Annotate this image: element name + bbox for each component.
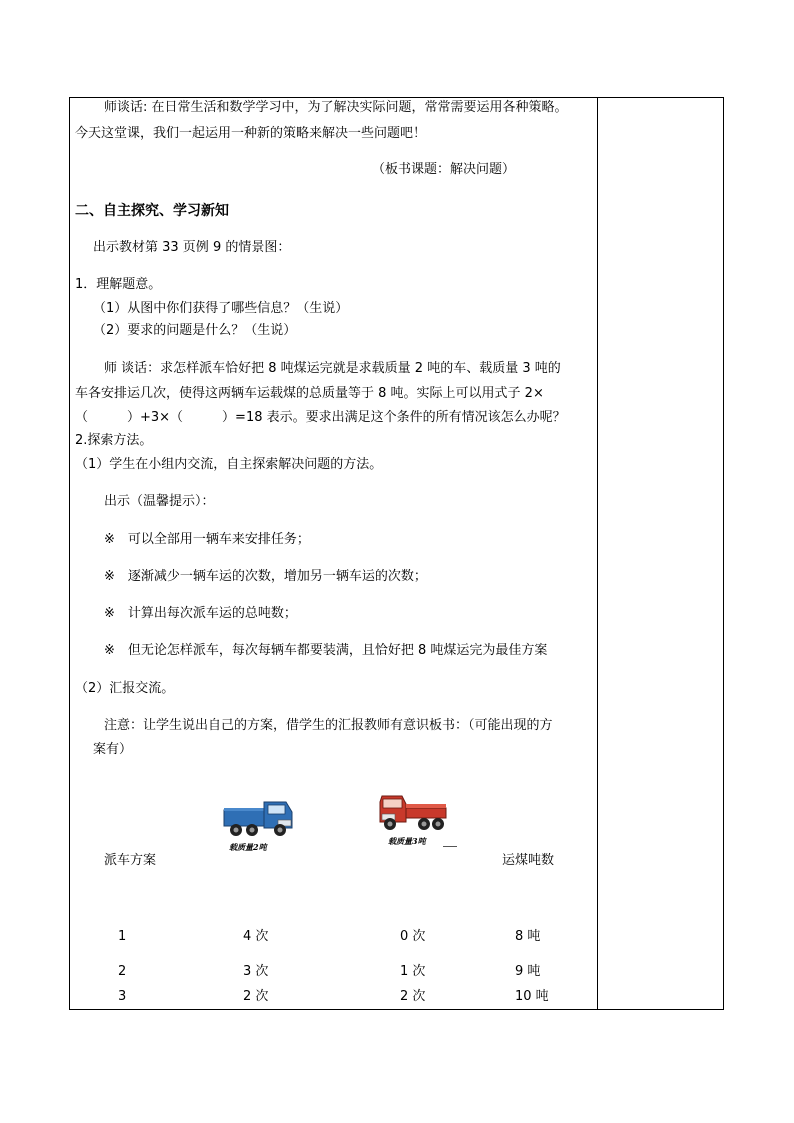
lesson-table-frame [69, 97, 724, 1010]
red-truck-caption: 载质量3吨 [388, 836, 426, 846]
plan-row-number: 1 [118, 929, 127, 944]
plan-row-total: 10 吨 [515, 989, 549, 1004]
column-divider [597, 97, 598, 1010]
talk-line-3: （ ）+3×（ ）=18 表示。要求出满足这个条件的所有情况该怎么办呢？ [75, 410, 566, 425]
paragraph-2: （2）汇报交流。 [75, 681, 175, 696]
section-heading: 二、自主探究、学习新知 [75, 203, 229, 219]
plan-row-red-trips: 2 次 [400, 989, 426, 1004]
plan-row-total: 8 吨 [515, 929, 541, 944]
plan-row-number: 3 [118, 989, 127, 1004]
plan-row-total: 9 吨 [515, 964, 541, 979]
col-total-header: 运煤吨数 [502, 853, 555, 868]
show-material: 出示教材第 33 页例 9 的情景图： [93, 240, 291, 255]
plan-row-red-trips: 0 次 [400, 929, 426, 944]
question-1: （1）从图中你们获得了哪些信息？（生说） [93, 301, 349, 316]
paragraph-1: （1）学生在小组内交流，自主探索解决问题的方法。 [75, 457, 383, 472]
red-truck-image [378, 790, 448, 834]
tip-item: ※ 逐渐减少一辆车运的次数，增加另一辆车运的次数； [104, 569, 427, 584]
talk-line-2: 车各安排运几次，使得这两辆车运载煤的总质量等于 8 吨。实际上可以用式子 2× [75, 386, 544, 401]
note-line-1: 注意：让学生说出自己的方案，借学生的汇报教师有意识板书：（可能出现的方 [104, 718, 553, 733]
question-2: （2）要求的问题是什么？（生说） [93, 323, 297, 338]
blue-truck-image [222, 796, 294, 840]
tip-item: ※ 计算出每次派车运的总吨数； [104, 606, 297, 621]
board-title: （板书课题：解决问题） [372, 162, 516, 177]
plan-row-blue-trips: 3 次 [243, 964, 269, 979]
plan-row-blue-trips: 4 次 [243, 929, 269, 944]
plan-row-blue-trips: 2 次 [243, 989, 269, 1004]
note-line-2: 案有） [93, 742, 133, 757]
intro-line-1: 师谈话: 在日常生活和数学学习中，为了解决实际问题，常常需要运用各种策略。 [104, 100, 568, 115]
col-plan-header: 派车方案 [104, 853, 157, 868]
step-2: 2.探索方法。 [75, 433, 153, 448]
blue-truck-caption: 载质量2吨 [229, 842, 267, 852]
intro-line-2: 今天这堂课，我们一起运用一种新的策略来解决一些问题吧！ [75, 126, 427, 141]
step-1: 1．理解题意。 [75, 277, 162, 292]
caption-underline [443, 846, 457, 847]
tip-item: ※ 可以全部用一辆车来安排任务； [104, 532, 310, 547]
plan-row-red-trips: 1 次 [400, 964, 426, 979]
tip-title: 出示（温馨提示）： [104, 494, 215, 509]
talk-line-1: 师 谈话：求怎样派车恰好把 8 吨煤运完就是求载质量 2 吨的车、载质量 3 吨的 [104, 361, 561, 376]
plan-row-number: 2 [118, 964, 127, 979]
tip-item: ※ 但无论怎样派车，每次每辆车都要装满，且恰好把 8 吨煤运完为最佳方案 [104, 643, 548, 658]
